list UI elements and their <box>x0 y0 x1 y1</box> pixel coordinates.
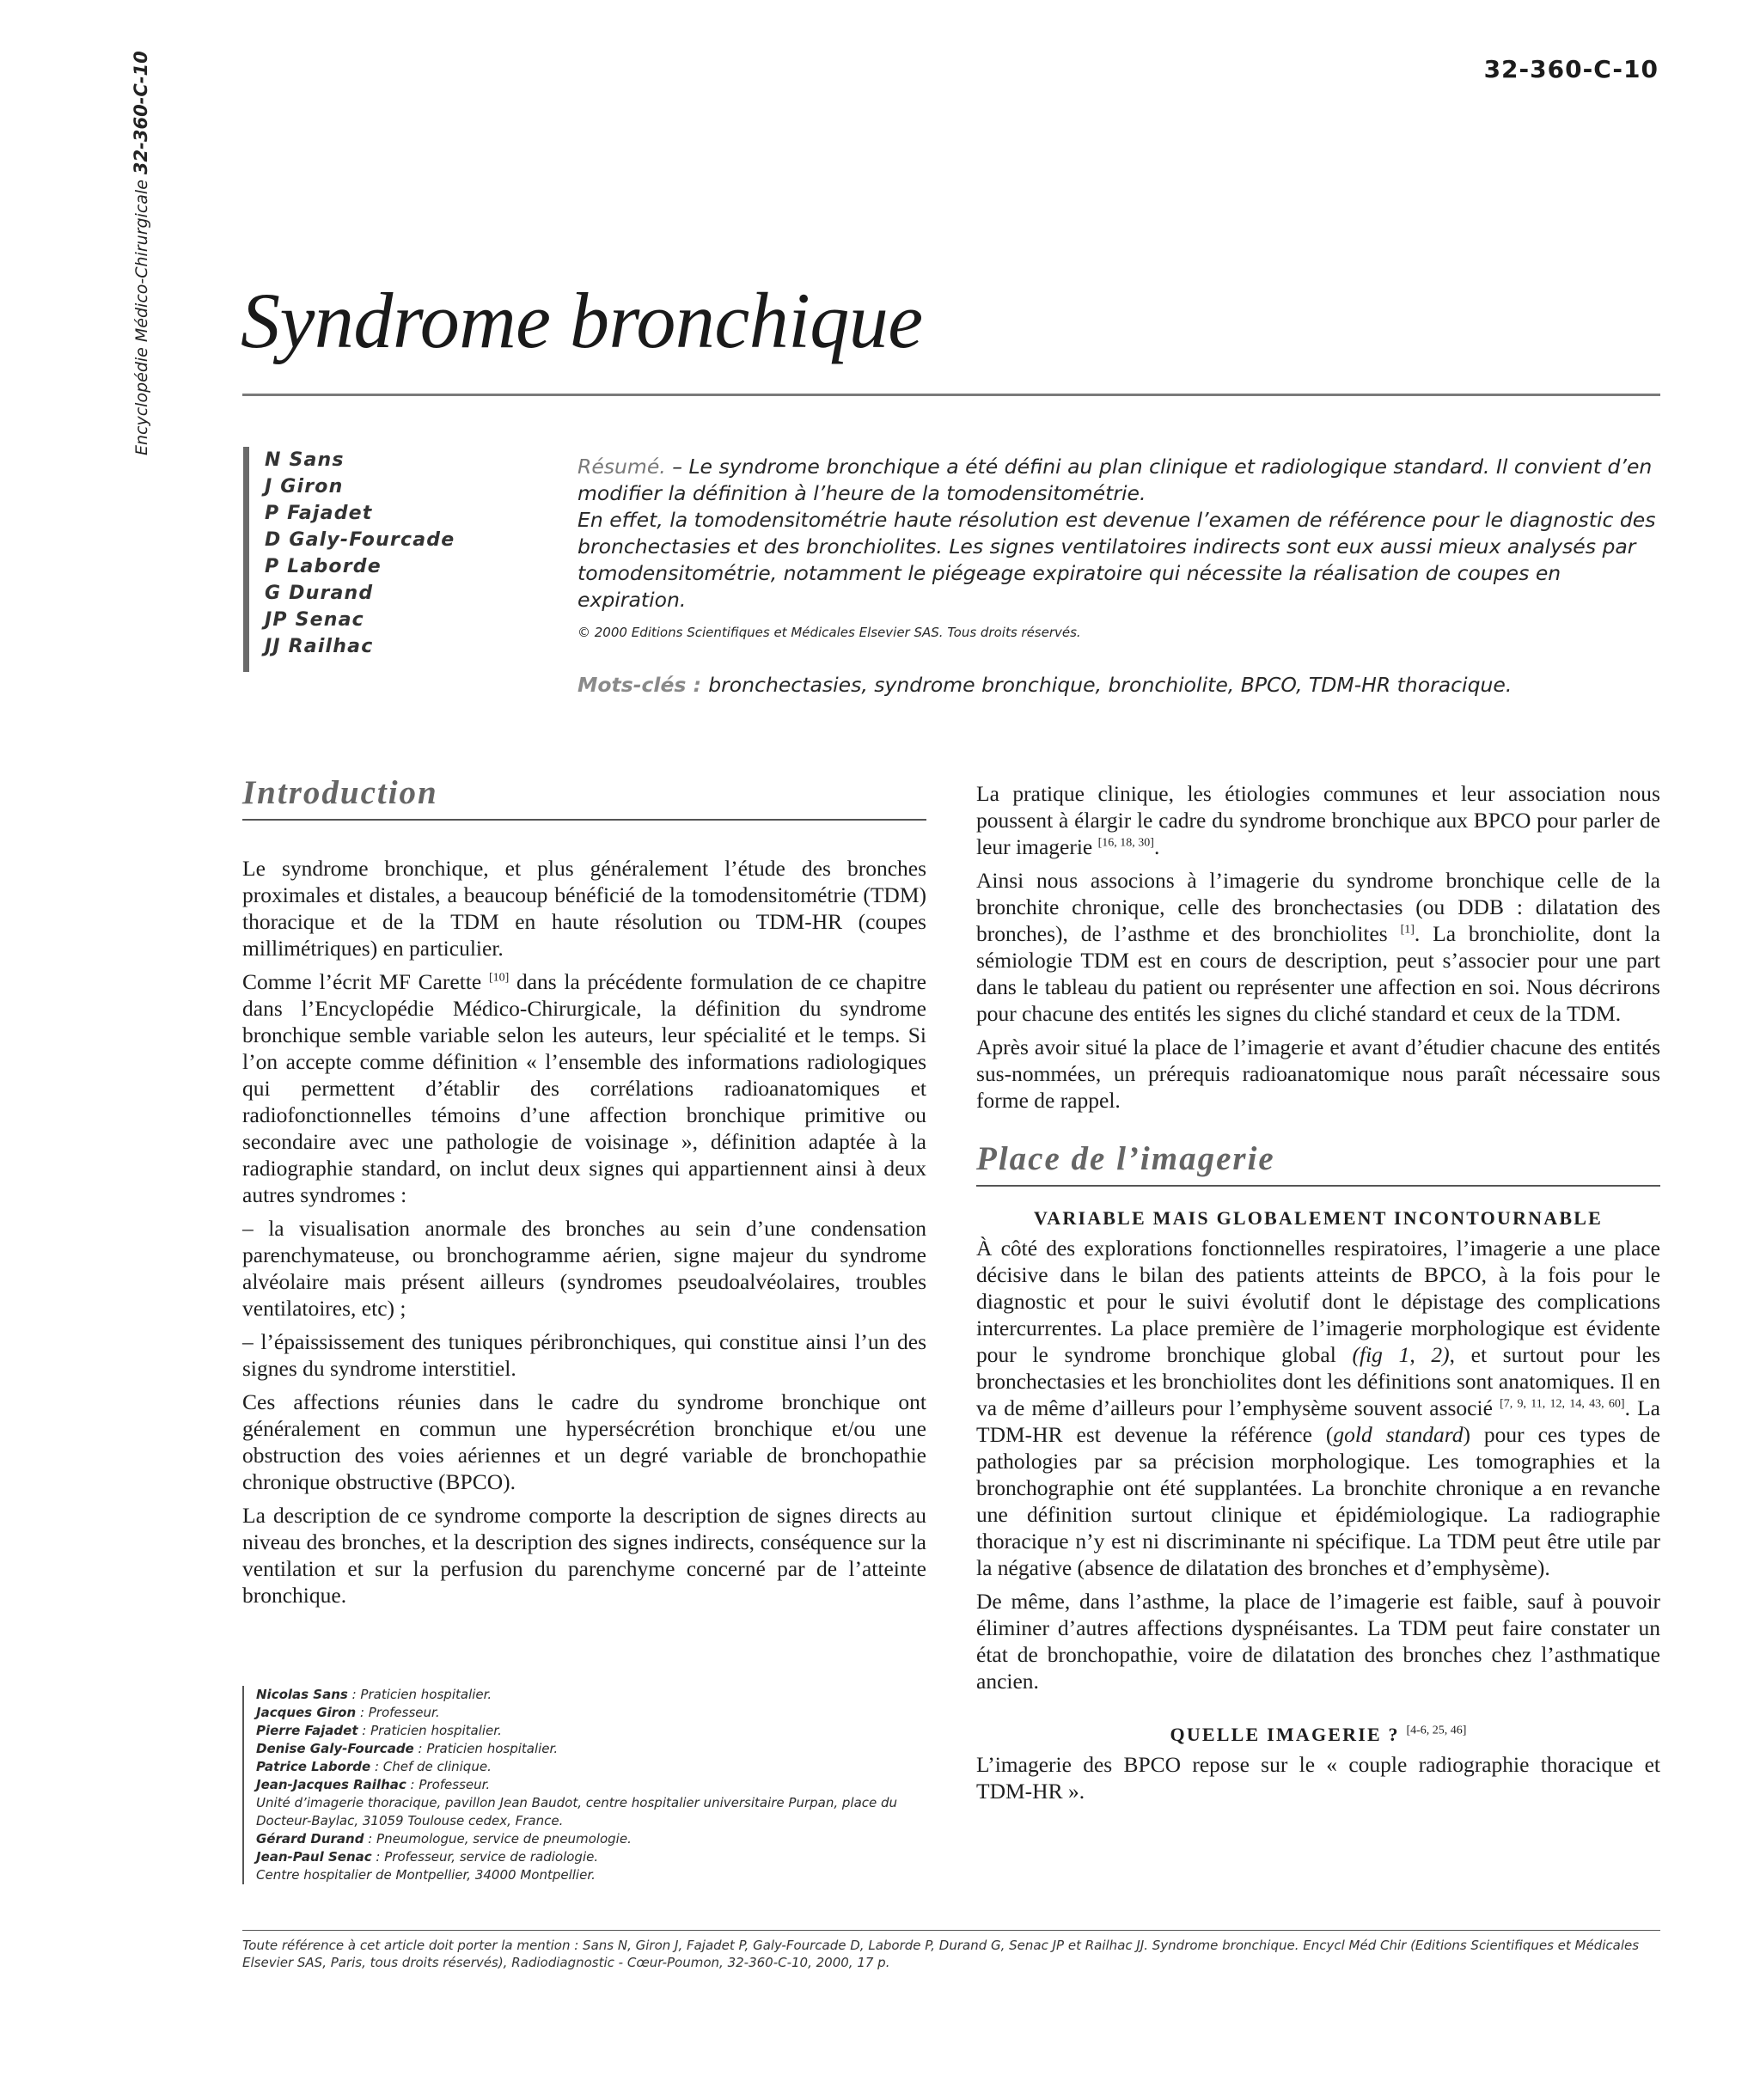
affiliation: Denise Galy-Fourcade : Praticien hospitalier. <box>256 1741 559 1756</box>
affiliation: Jacques Giron : Professeur. <box>256 1705 440 1720</box>
paragraph: À côté des explorations fonctionnelles respiratoires, l’imagerie a une place décisive dans le bilan des patients atteints de BPCO, à la fois pour le diagnostic et pour le suivi évolutif dont le dépistage des complications intercurrentes. La place première de l’imagerie morphologique est évidente pour le syndrome bronchique global (fig 1, 2), et surtout pour les bronchectasies et les bronchiolites dont les définitions sont anatomiques. Il en va de même d’ailleurs pour l’emphysème souvent associé [7, 9, 11, 12, 14, 43, 60]. La TDM-HR est devenue la référence (gold standard) pour ces types de pathologies par sa précision morphologique. Les tomographies et la bronchographie ont été supplantées. La bronchite chronique a en revanche une définition surtout clinique et épidémiologique. La radiographie thoracique n’y est ni discriminante ni spécifique. La TDM peut être utile par la négative (absence de dilatation des bronches et d’emphysème). <box>976 1236 1660 1580</box>
paragraph: Ainsi nous associons à l’imagerie du syndrome bronchique celle de la bronchite chronique, celle des bronchectasies (ou DDB : dilatation des bronches), de l’asthme et des bronchiolites [1]. La bronchiolite, dont la sémiologie TDM est en cours de description, peut s’associer pour une part dans le tableau du patient ou représenter une affection en soi. Nous décrirons pour chacune des entités les signes du cliché standard et ceux de la TDM. <box>976 868 1660 1026</box>
paragraph: Après avoir situé la place de l’imagerie et avant d’étudier chacune des entités sus-nommées, un prérequis radioanatomique nous paraît nécessaire sous forme de rappel. <box>976 1035 1660 1113</box>
figure-reference[interactable]: (fig 1, 2) <box>1352 1342 1450 1367</box>
author-list <box>243 447 467 672</box>
paragraph: Ces affections réunies dans le cadre du syndrome bronchique ont généralement en commun une hypersécrétion bronchique et/ou une obstruction des voies aériennes et un degré variable de bronchopathie chronique obstructive (BPCO). <box>242 1389 926 1494</box>
paragraph: La pratique clinique, les étiologies communes et leur association nous poussent à élargir le cadre du syndrome bronchique aux BPCO pour parler de leur imagerie [16, 18, 30]. <box>976 781 1660 859</box>
affiliation: Nicolas Sans : Praticien hospitalier. <box>256 1687 492 1702</box>
citation: [10] <box>488 971 510 985</box>
author: G Durand <box>265 583 374 604</box>
right-column <box>976 780 1660 1811</box>
abstract-paragraph <box>578 454 1662 507</box>
author: P Laborde <box>265 556 382 577</box>
list-item: – l’épaississement des tuniques péribronchiques, qui constitue ainsi l’un des signes du syndrome interstitiel. <box>242 1329 926 1381</box>
affiliation: Unité d’imagerie thoracique, pavillon Jean Baudot, centre hospitalier universitaire Purpan, place du Docteur-Baylac, 31059 Toulouse cedex, France. <box>256 1795 898 1828</box>
abstract-text: – Le syndrome bronchique a été défini au plan clinique et radiologique standard. Il convient d’en modifier la définition à l’heure de la tomodensitométrie. <box>578 455 1653 505</box>
paragraph: De même, dans l’asthme, la place de l’imagerie est faible, sauf à pouvoir éliminer d’autres affections dyspnéisantes. La TDM peut faire constater un état de bronchopathie, voire de dilatation des bronches chez l’asthmatique ancien. <box>976 1589 1660 1694</box>
author: JP Senac <box>265 609 364 631</box>
footer-divider <box>242 1930 1660 1931</box>
list-item: – la visualisation anormale des bronches au sein d’une condensation parenchymateuse, ou bronchogramme aérien, signe majeur du syndrome alvéolaire mais présent ailleurs (syndromes pseudoalvéolaires, troubles ventilatoires, etc) ; <box>242 1216 926 1321</box>
paragraph: La description de ce syndrome comporte la description de signes directs au niveau des bronches, et la description des signes indirects, conséquence sur la ventilation et sur la perfusion du parenchyme concerné par de l’atteinte bronchique. <box>242 1503 926 1608</box>
journal-side-label <box>131 51 151 455</box>
citation: [7, 9, 11, 12, 14, 43, 60] <box>1500 1397 1625 1411</box>
article-title: Syndrome bronchique <box>241 277 923 364</box>
citation: [16, 18, 30] <box>1097 836 1154 850</box>
abstract <box>578 454 1662 699</box>
section-heading-place-imagerie: Place de l’imagerie <box>976 1139 1660 1187</box>
author-affiliations <box>242 1686 926 1884</box>
author: JJ Railhac <box>265 636 374 657</box>
title-divider <box>242 394 1660 396</box>
abstract-label: Résumé. <box>578 455 666 479</box>
affiliation: Jean-Jacques Railhac : Professeur. <box>256 1777 491 1792</box>
author: N Sans <box>265 449 345 471</box>
journal-name: Encyclopédie Médico-Chirurgicale <box>132 180 151 455</box>
section-heading-introduction: Introduction <box>242 773 926 821</box>
affiliation: Centre hospitalier de Montpellier, 34000 Montpellier. <box>256 1867 596 1883</box>
affiliation: Jean-Paul Senac : Professeur, service de radiologie. <box>256 1849 599 1865</box>
citation: [4-6, 25, 46] <box>1406 1724 1467 1737</box>
abstract-paragraph: En effet, la tomodensitométrie haute résolution est devenue l’examen de référence pour le diagnostic des bronchectasies et des bronchiolites. Les signes ventilatoires indirects sont eux aussi mieux analysés par tomodensitométrie, notamment le piégeage expiratoire qui nécessite la réalisation de coupes en expiration. <box>578 508 1656 612</box>
citation-note: Toute référence à cet article doit porter la mention : Sans N, Giron J, Fajadet P, Galy-Fourcade D, Laborde P, Durand G, Senac JP et Railhac JJ. Syndrome bronchique. Encycl Méd Chir (Editions Scientifiques et Médicales Elsevier SAS, Paris, tous droits réservés), Radiodiagnostic - Cœur-Poumon, 32-360-C-10, 2000, 17 p. <box>242 1938 1640 1970</box>
keywords <box>578 672 1662 699</box>
document-code: 32-360-C-10 <box>1483 55 1659 83</box>
paragraph: L’imagerie des BPCO repose sur le « couple radiographie thoracique et TDM-HR ». <box>976 1752 1660 1804</box>
left-column <box>242 773 926 1615</box>
affiliation: Gérard Durand : Pneumologue, service de pneumologie. <box>256 1831 632 1847</box>
subsection-heading: QUELLE IMAGERIE ? [4-6, 25, 46] <box>1170 1724 1467 1745</box>
subsection-heading: VARIABLE MAIS GLOBALEMENT INCONTOURNABLE <box>1034 1207 1603 1229</box>
affiliation: Patrice Laborde : Chef de clinique. <box>256 1759 492 1774</box>
author: P Fajadet <box>265 503 373 524</box>
paragraph: Le syndrome bronchique, et plus généralement l’étude des bronches proximales et distales, a beaucoup bénéficié de la tomodensitométrie (TDM) thoracique et de la TDM en haute résolution ou TDM-HR (coupes millimétriques) en particulier. <box>242 856 926 961</box>
affiliation: Pierre Fajadet : Praticien hospitalier. <box>256 1723 502 1738</box>
keywords-label: Mots-clés : <box>578 673 709 697</box>
author: J Giron <box>265 476 344 498</box>
author: D Galy-Fourcade <box>265 529 455 551</box>
journal-code: 32-360-C-10 <box>131 51 151 175</box>
keywords-text: bronchectasies, syndrome bronchique, bronchiolite, BPCO, TDM-HR thoracique. <box>708 673 1512 697</box>
citation: [1] <box>1400 923 1415 937</box>
paragraph: Comme l’écrit MF Carette [10] dans la précédente formulation de ce chapitre dans l’Encyclopédie Médico-Chirurgicale, la définition du syndrome bronchique semble variable selon les auteurs, leur spécialité et le temps. Si l’on accepte comme définition « l’ensemble des informations radiologiques qui permettent d’établir des corrélations radioanatomiques et radiofonctionnelles témoins d’une affection bronchique primitive ou secondaire avec une pathologie de voisinage », définition adaptée à la radiographie standard, on inclut deux signes qui appartiennent ainsi à deux autres syndromes : <box>242 969 926 1207</box>
copyright: © 2000 Editions Scientifiques et Médicales Elsevier SAS. Tous droits réservés. <box>578 625 1081 640</box>
